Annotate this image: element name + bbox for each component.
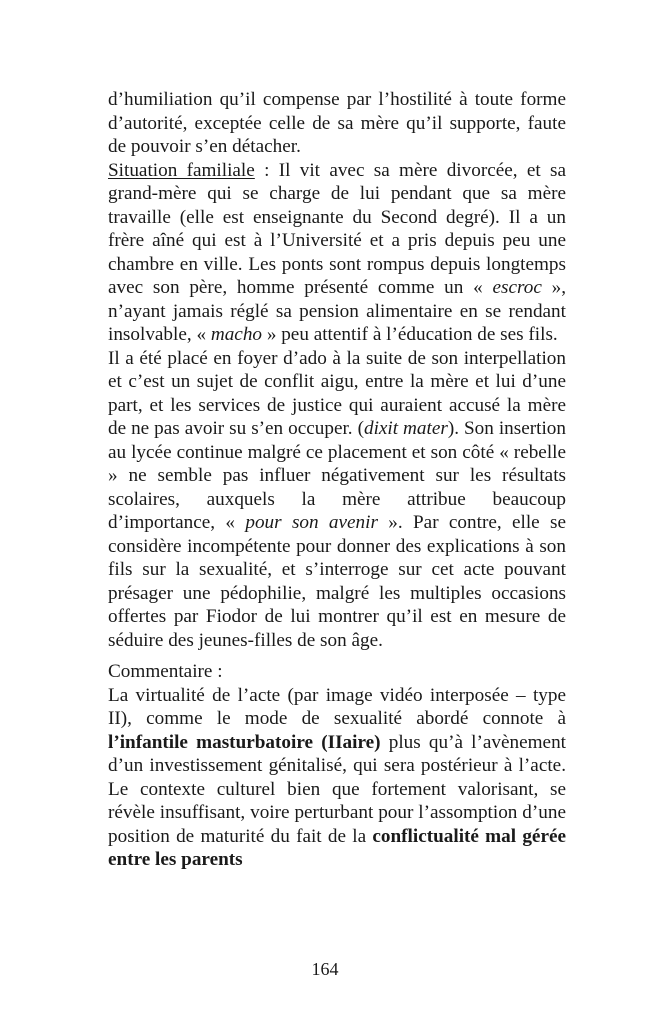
text-run: La virtualité de l’acte (par image vidéo interposée – type II), comme le mode de sexualité abordé connote à bbox=[108, 684, 566, 729]
paragraph-foyer bbox=[108, 347, 566, 653]
page-number: 164 bbox=[311, 959, 339, 979]
paragraph-humiliation bbox=[108, 88, 566, 159]
page-body bbox=[108, 88, 566, 872]
paragraph-situation-familiale bbox=[108, 159, 566, 347]
text-run: » peu attentif à l’éducation de ses fils. bbox=[262, 324, 558, 345]
section-heading-situation-familiale: Situation familiale bbox=[108, 159, 255, 181]
text-run: ). Son insertion au lycée continue malgré ce placement et son côté « rebelle » ne semble pas influer négativement sur les résultats scolaires, auxquels la mère attribue beaucoup d’importance, « bbox=[108, 418, 566, 533]
text-run: Il a été placé en foyer d’ado à la suite de son interpellation et c’est un sujet de conflit aigu, entre la mère et lui d’une part, et les services de justice qui auraient accusé la mère de ne pas avoir su s’en occuper. ( bbox=[108, 347, 566, 439]
text-run: : Il vit avec sa mère divorcée, et sa grand-mère qui se charge de lui pendant que sa mère travaille (elle est enseignante du Second degré). Il a un frère aîné qui est à l’Université et a pris depuis peu une chambre en ville. Les ponts sont rompus depuis longtemps avec son père, homme présenté comme un « bbox=[108, 159, 566, 298]
commentaire-heading: Commentaire : bbox=[108, 661, 223, 682]
paragraph-commentaire bbox=[108, 684, 566, 872]
bold-term: conflictualité mal gérée entre les parents bbox=[108, 825, 567, 870]
italic-term: pour son avenir bbox=[245, 512, 378, 533]
text-run: d’humiliation qu’il compense par l’hostilité à toute forme d’autorité, exceptée celle de sa mère qu’il supporte, faute de pouvoir s’en détacher. bbox=[108, 89, 566, 157]
text-run: ». Par contre, elle se considère incompétente pour donner des explications à son fils sur la sexualité, et s’interroge sur cet acte pouvant présager une pédophilie, malgré les multiples occasions offertes par Fiodor de lui montrer qu’il est en mesure de séduire des jeunes-filles de son âge. bbox=[108, 512, 567, 651]
italic-term: macho bbox=[210, 324, 263, 345]
bold-term: l’infantile masturbatoire (IIaire) bbox=[108, 731, 381, 753]
italic-term: dixit mater bbox=[363, 418, 448, 439]
text-run: », n’ayant jamais réglé sa pension alimentaire en se rendant insolvable, « bbox=[108, 277, 566, 345]
italic-term: escroc bbox=[492, 277, 542, 298]
text-run: plus qu’à l’avènement d’un investissement génitalisé, qui sera postérieur à l’acte. Le contexte culturel bien que fortement valorisant, se révèle insuffisant, voire perturbant pour l’assomption d’une position de maturité du fait de la bbox=[108, 731, 566, 847]
